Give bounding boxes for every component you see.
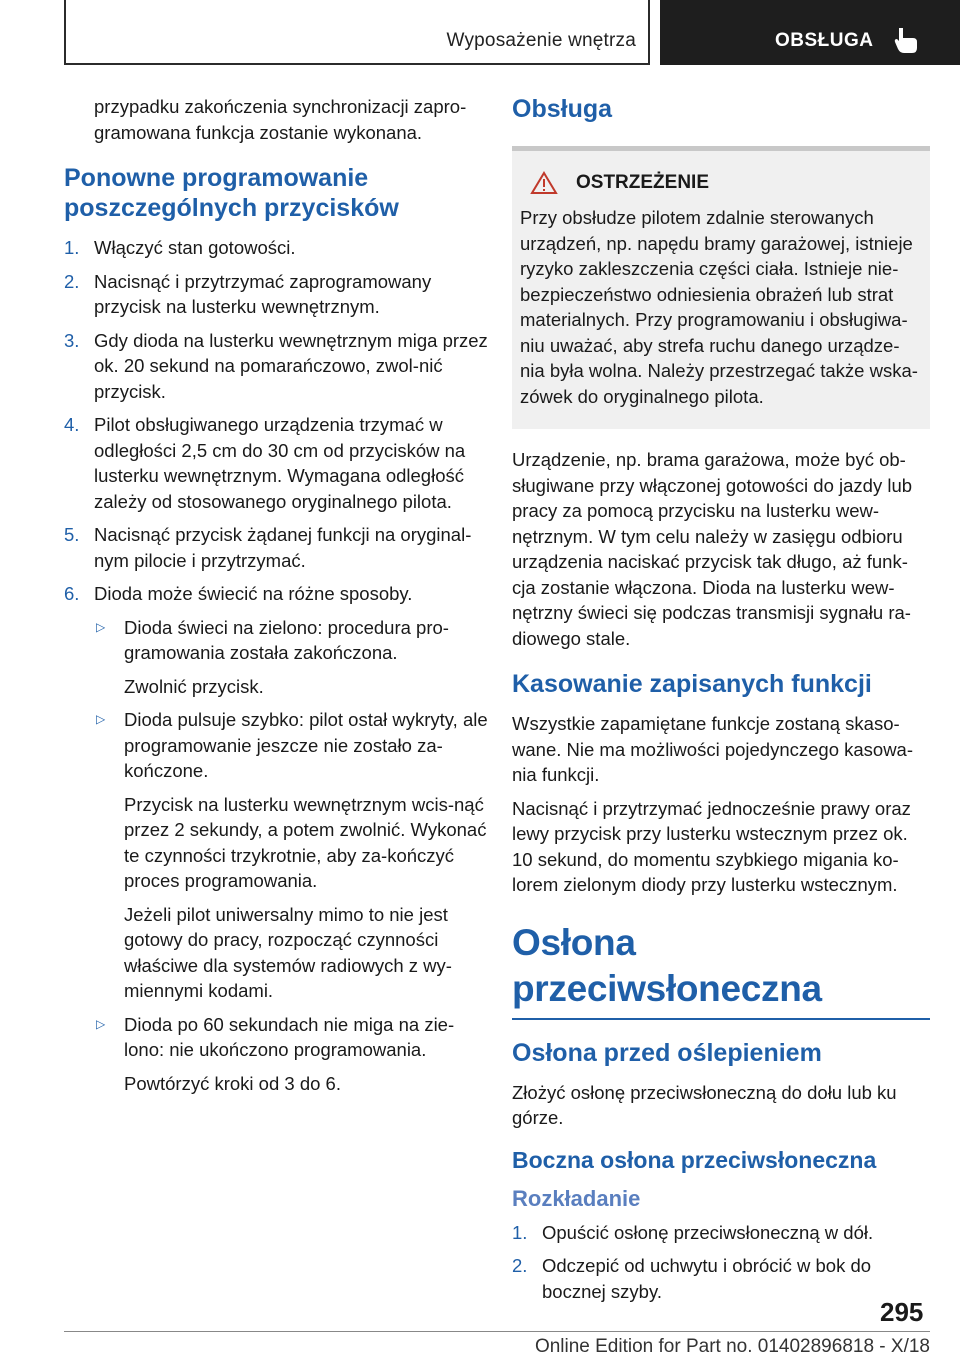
pointing-hand-icon (893, 26, 919, 54)
step-number: 2. (512, 1255, 528, 1276)
step-number: 3. (64, 329, 80, 351)
step-item (64, 581, 494, 1096)
kasowanie-heading: Kasowanie zapisanych funkcji (512, 670, 872, 698)
step-text: Gdy dioda na lusterku wewnętrznym miga przez ok. 20 sekund na pomarańczowo, zwol-nić przycisk. (94, 329, 488, 402)
list-item (94, 707, 494, 1004)
reprogramming-steps (64, 235, 494, 1096)
glare-shield-heading: Osłona przed oślepieniem (512, 1038, 822, 1067)
kasowanie-paragraph-1: Wszystkie zapamiętane funkcje zostaną skaso-wane. Nie ma możliwości pojedynczego kasowa-nia funkcji. (512, 713, 914, 785)
footer-divider (64, 1331, 930, 1332)
warning-title-row (520, 171, 922, 195)
unfolding-steps (512, 1220, 930, 1305)
step-number: 4. (64, 414, 80, 435)
step-item (64, 269, 494, 320)
warning-text: Przy obsłudze pilotem zdalnie sterowanych urządzeń, np. napędu bramy garażowej, istnieje ryzyko zakleszczenia części ciała. Istnieje nie-bezpieczeństwo odniesienia obrażeń lub strat materialnych. Przy programowaniu i obsługiwa-niu uważać, aby strefa ruchu danego urządze-nia była wolna. Należy przestrzegać także wska-zówek do oryginalnego pilota. (520, 207, 918, 407)
step-number: 2. (64, 270, 80, 292)
step-text: Dioda może świecić na różne sposoby. (94, 583, 413, 604)
section-tab (64, 0, 650, 65)
step-item (64, 328, 494, 405)
warning-box (512, 146, 930, 429)
left-column (64, 94, 494, 1104)
list-item-text: Jeżeli pilot uniwersalny mimo to nie jest gotowy do pracy, rozpocząć czynności właściwe dla systemów radiowych z wy-miennymi kodami. (124, 903, 452, 1001)
triangle-bullet-icon: ▷ (96, 1016, 106, 1031)
warning-triangle-icon (530, 171, 560, 195)
list-item-text: Przycisk na lusterku wewnętrznym wcis-nąć przez 2 sekundy, a potem zwolnić. Wykonać te czynności trzykrotnie, aby za-kończyć proces programowania. (124, 793, 487, 891)
list-item-text: Dioda świeci na zielono: procedura pro-gramowania została zakończona. (124, 616, 449, 663)
list-item (94, 1012, 494, 1097)
sun-visor-section-heading: Osłona przeciwsłoneczna (512, 920, 930, 1020)
page-number: 295 (880, 1297, 924, 1327)
step-item (64, 412, 494, 514)
chapter-tab (660, 0, 960, 65)
step-number: 6. (64, 583, 80, 604)
step-text: Włączyć stan gotowości. (94, 237, 296, 258)
reprogramming-heading: Ponowne programowanie poszczególnych przycisków (64, 164, 399, 222)
triangle-bullet-icon: ▷ (96, 712, 106, 726)
triangle-bullet-icon: ▷ (96, 619, 106, 634)
step-text: Opuścić osłonę przeciwsłoneczną w dół. (542, 1221, 874, 1243)
kasowanie-paragraph-2: Nacisnąć i przytrzymać jednocześnie prawy oraz lewy przycisk przy lusterku wstecznym przez ok. 10 sekund, do momentu szybkiego migania ko-lorem zielonym diody przy lusterku wstecznym. (512, 797, 911, 895)
list-item-text: Dioda po 60 sekundach nie miga na zie-lono: nie ukończono programowania. (124, 1013, 455, 1060)
right-column (512, 94, 930, 1312)
step-number: 1. (64, 237, 80, 258)
step-text: Odczepić od uchwytu i obrócić w bok do bocznej szyby. (542, 1255, 872, 1302)
obsluga-heading: Obsługa (512, 95, 613, 123)
warning-title: OSTRZEŻENIE (576, 172, 710, 193)
step-item (512, 1220, 930, 1246)
step-text: Nacisnąć i przytrzymać zaprogramowany przycisk na lusterku wewnętrznym. (94, 270, 432, 317)
step-item (512, 1253, 930, 1304)
chapter-title: OBSŁUGA (775, 30, 874, 51)
page-header (0, 0, 960, 66)
unfolding-heading: Rozkładanie (512, 1185, 641, 1211)
step-number: 1. (512, 1221, 528, 1243)
list-item-text: Zwolnić przycisk. (124, 675, 264, 697)
list-item (94, 615, 494, 700)
continuation-text: przypadku zakończenia synchronizacji zapro-gramowana funkcja zostanie wykonana. (94, 96, 467, 143)
operation-paragraph: Urządzenie, np. brama garażowa, może być ob-sługiwane przy włączonej gotowości do jazdy lub pracy za pomocą przycisku na lusterku wew-nętrznym. W tym celu należy w zasięgu odbioru urządzenia naciskać przycisk tak długo, aż funk-cja zostanie włączona. Dioda na lusterku wew-nętrzny świeci się podczas transmisji sygnału ra-diowego stale. (512, 449, 913, 649)
section-title: Wyposażenie wnętrza (446, 30, 636, 51)
step-item (64, 522, 494, 573)
step-text: Pilot obsługiwanego urządzenia trzymać w odległości 2,5 cm do 30 cm od przycisków na lusterku wewnętrznym. Wymagana odległość zależy od stosowanego oryginalnego pilota. (94, 414, 466, 512)
step-item (64, 235, 494, 261)
edition-text: Online Edition for Part no. 01402896818 - X/18 (534, 1336, 930, 1357)
step-number: 5. (64, 524, 80, 545)
glare-shield-text: Złożyć osłonę przeciwsłoneczną do dołu lub ku górze. (512, 1081, 897, 1128)
list-item-text: Powtórzyć kroki od 3 do 6. (124, 1072, 341, 1094)
step-text: Nacisnąć przycisk żądanej funkcji na oryginal-nym pilocie i przytrzymać. (94, 524, 472, 571)
side-visor-heading: Boczna osłona przeciwsłoneczna (512, 1146, 877, 1173)
led-states-list (94, 615, 494, 1097)
list-item-text: Dioda pulsuje szybko: pilot ostał wykryty, ale programowanie jeszcze nie zostało za-kończone. (124, 709, 488, 781)
